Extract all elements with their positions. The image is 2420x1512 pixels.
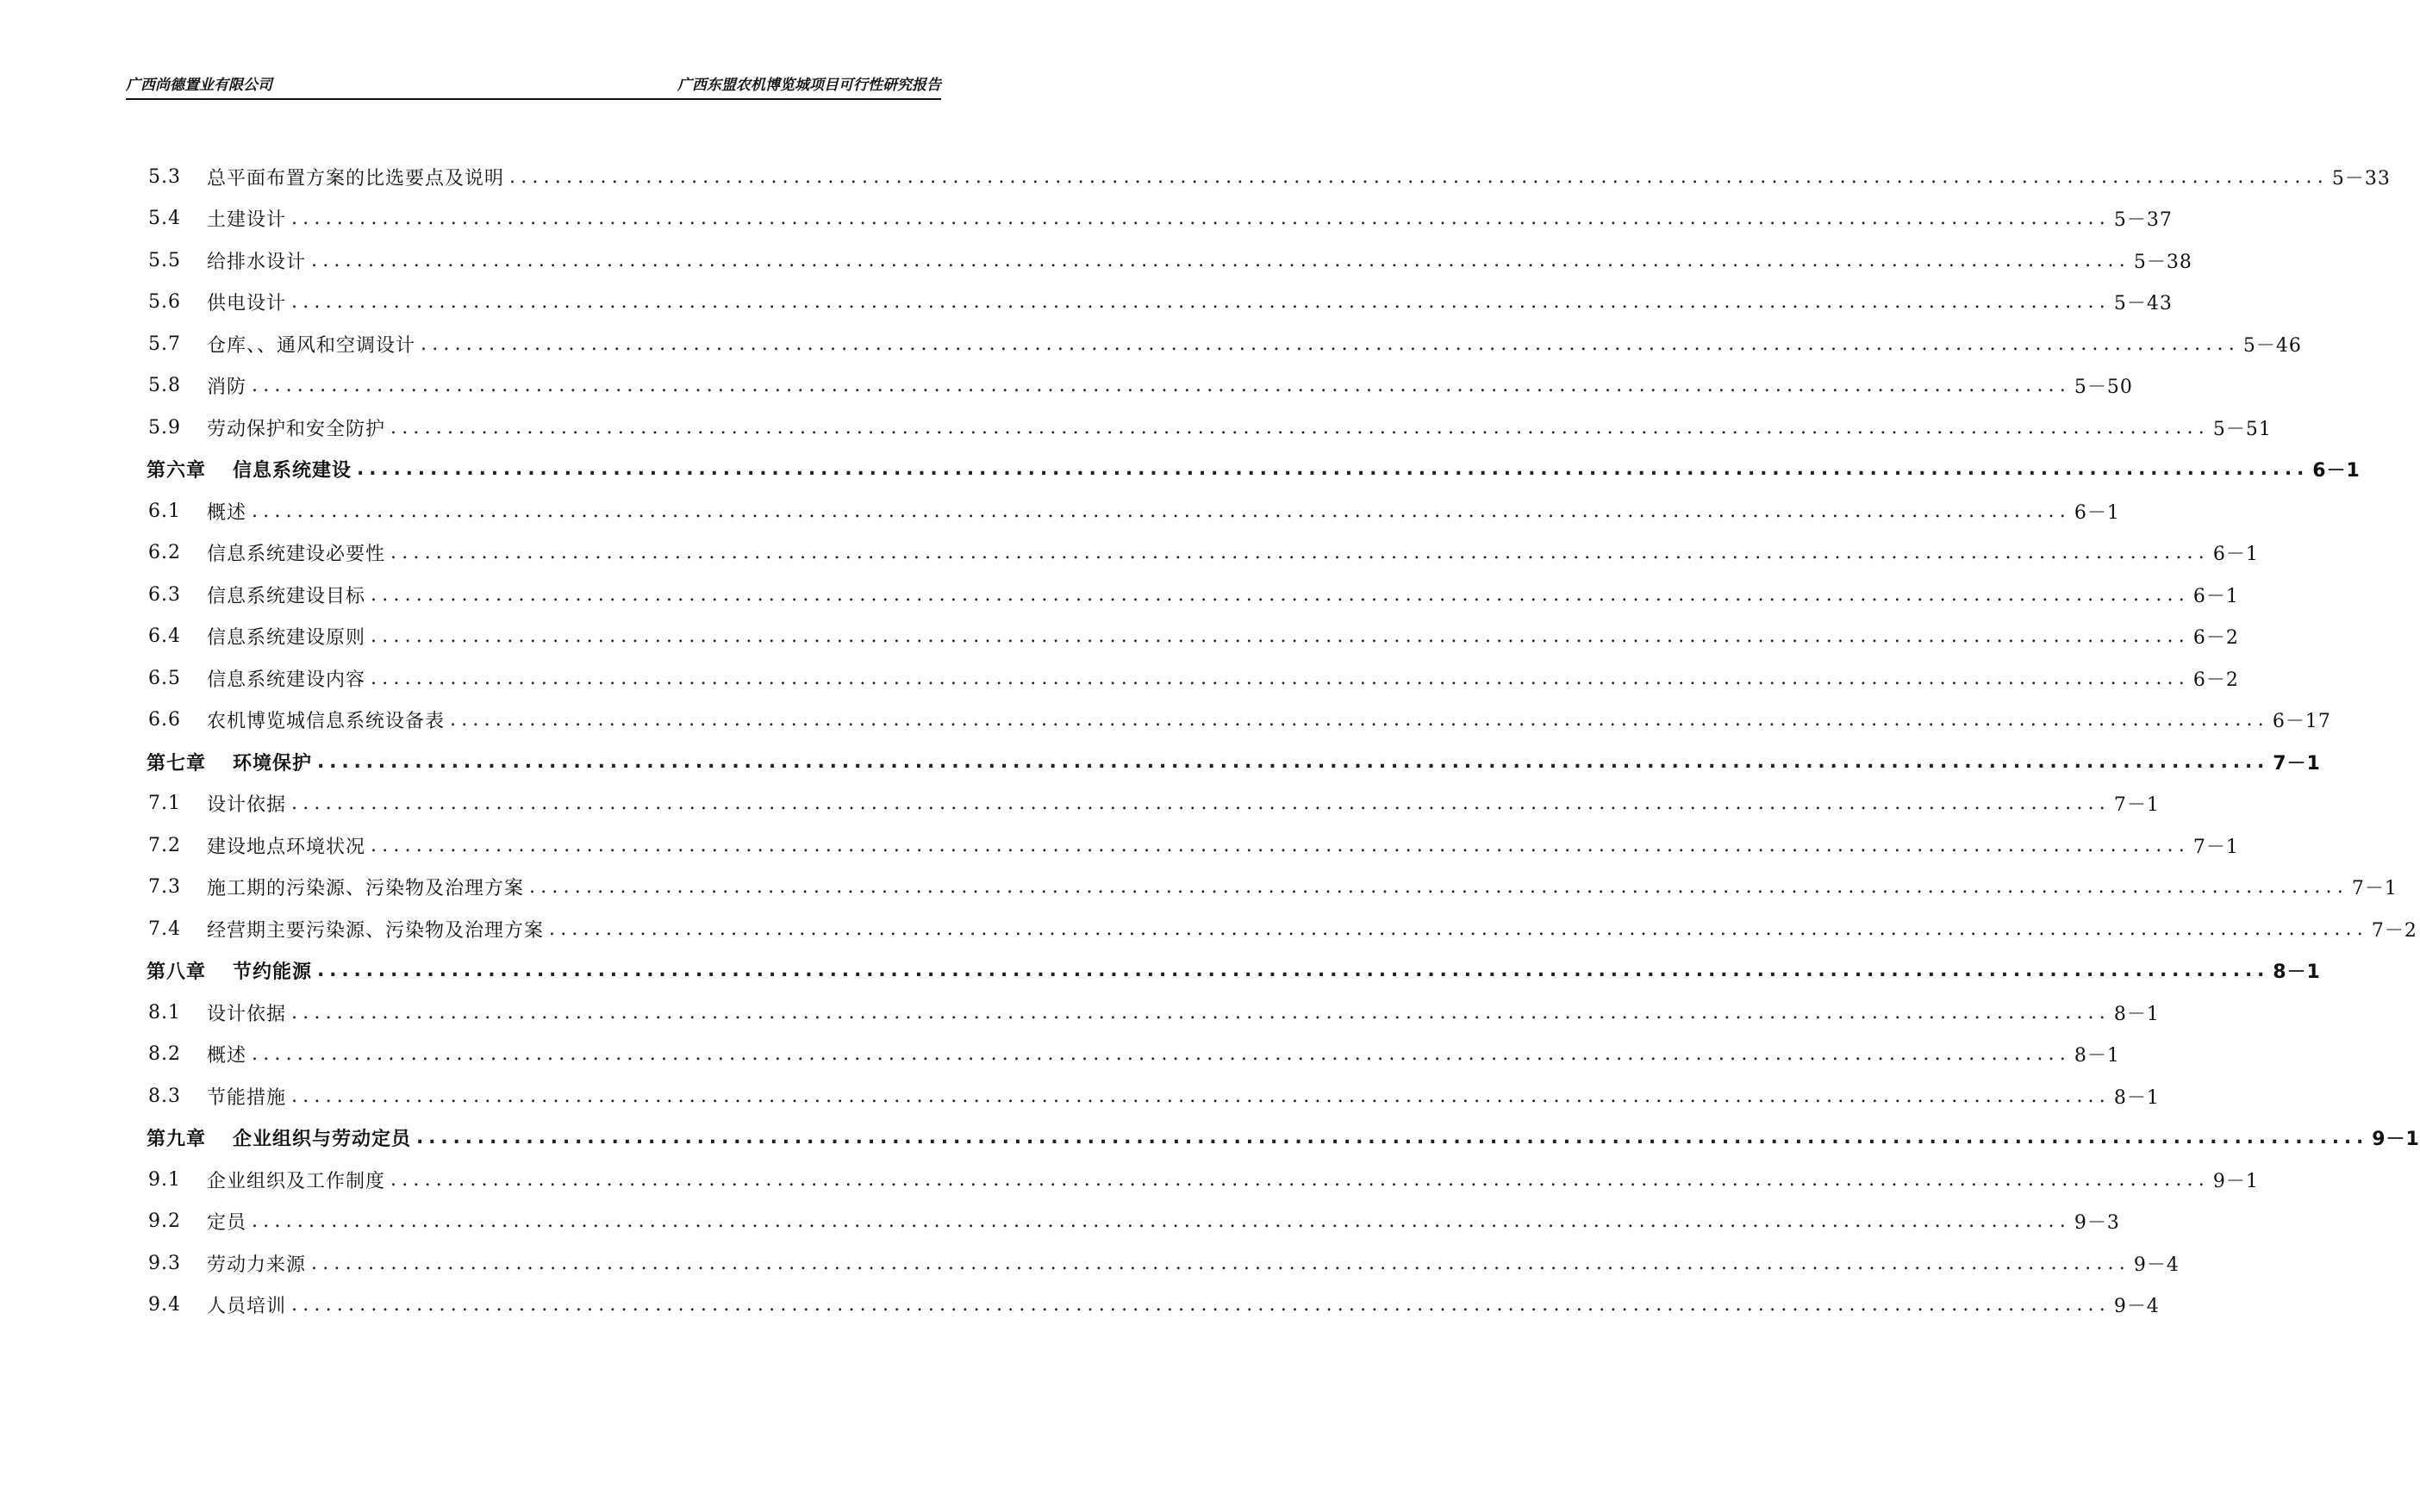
toc-entry-title: 概述 [207,1045,247,1067]
toc-dot-leader: ................................................................................................................................................................ [529,876,2348,899]
toc-entry-title: 设计依据 [207,1003,287,1025]
toc-section-entry[interactable] [148,532,2259,575]
toc-entry-number: 第九章 [147,1129,207,1151]
toc-section-entry[interactable] [148,1285,2160,1327]
toc-entry-page: 7－2 [2371,919,2417,942]
toc-dot-leader: ................................................................................................................................................................ [390,1168,2210,1191]
toc-entry-number: 7.2 [148,834,181,856]
toc-entry-title: 定员 [207,1212,247,1235]
toc-dot-leader: ................................................................................................................................................................ [416,1127,2369,1149]
toc-dot-leader: ................................................................................................................................................................ [549,918,2368,940]
toc-entry-page: 8－1 [2113,1086,2160,1109]
toc-section-entry[interactable] [148,824,2239,867]
toc-entry-title: 劳动力来源 [207,1254,307,1276]
toc-section-entry[interactable] [148,992,2160,1034]
toc-chapter-entry[interactable] [147,449,2361,491]
toc-entry-title: 仓库、、通风和空调设计 [207,334,416,357]
toc-section-entry[interactable] [148,1075,2160,1117]
company-name: 广西尚德置业有限公司 [126,77,272,94]
toc-entry-number: 第六章 [147,460,207,482]
toc-section-entry[interactable] [148,1159,2259,1201]
report-title: 广西东盟农机博览城项目可行性研究报告 [677,77,941,94]
toc-entry-number: 5.6 [148,291,181,314]
toc-section-entry[interactable] [148,616,2239,658]
toc-entry-title: 信息系统建设必要性 [207,544,386,566]
toc-entry-title: 建设地点环境状况 [207,836,366,858]
toc-dot-leader: ................................................................................................................................................................ [291,1001,2111,1024]
toc-entry-title: 企业组织与劳动定员 [233,1129,412,1151]
toc-entry-page: 6－1 [2312,460,2361,482]
toc-entry-title: 土建设计 [207,209,287,232]
toc-entry-title: 供电设计 [207,293,287,315]
toc-dot-leader: ................................................................................................................................................................ [390,542,2210,564]
toc-entry-number: 6.2 [148,542,181,564]
toc-entry-page: 5－43 [2113,293,2173,315]
toc-entry-number: 5.5 [148,249,181,271]
toc-entry-page: 5－33 [2331,167,2391,190]
toc-entry-number: 8.1 [148,1001,181,1024]
toc-entry-title: 施工期的污染源、污染物及治理方案 [207,878,525,900]
toc-dot-leader: ................................................................................................................................................................ [371,834,2190,856]
toc-entry-title: 劳动保护和安全防护 [207,418,386,440]
toc-dot-leader: ................................................................................................................................................................ [357,458,2310,481]
toc-entry-title: 信息系统建设原则 [207,627,366,650]
page-header [126,74,941,100]
toc-entry-title: 信息系统建设内容 [207,669,366,691]
toc-entry-number: 6.4 [148,625,181,648]
toc-dot-leader: ................................................................................................................................................................ [291,291,2111,314]
toc-entry-number: 6.5 [148,667,181,689]
toc-entry-title: 人员培训 [207,1296,287,1318]
toc-entry-page: 6－1 [2212,544,2259,566]
table-of-contents [147,156,2420,1326]
toc-entry-title: 环境保护 [233,752,313,775]
toc-entry-title: 经营期主要污染源、污染物及治理方案 [207,919,545,942]
toc-entry-page: 9－4 [2133,1254,2180,1276]
toc-entry-title: 信息系统建设 [233,460,352,482]
toc-dot-leader: ................................................................................................................................................................ [390,416,2210,439]
toc-entry-number: 5.7 [148,333,181,355]
toc-section-entry[interactable] [148,365,2133,408]
toc-chapter-entry[interactable] [147,950,2321,992]
toc-entry-page: 6－1 [2192,585,2239,607]
toc-entry-page: 9－3 [2074,1212,2120,1235]
toc-entry-title: 消防 [207,376,247,399]
toc-entry-number: 6.1 [148,500,181,522]
toc-entry-number: 7.4 [148,918,181,940]
toc-dot-leader: ................................................................................................................................................................ [291,208,2111,230]
toc-entry-page: 7－1 [2192,836,2239,858]
toc-section-entry[interactable] [148,1201,2120,1243]
toc-entry-page: 6－1 [2074,501,2120,524]
toc-dot-leader: ................................................................................................................................................................ [252,375,2071,397]
toc-section-entry[interactable] [148,1242,2180,1285]
toc-entry-page: 5－46 [2242,334,2302,357]
toc-entry-number: 6.3 [148,583,181,606]
toc-entry-title: 概述 [207,501,247,524]
toc-dot-leader: ................................................................................................................................................................ [371,625,2190,648]
toc-entry-page: 9－1 [2372,1129,2420,1151]
toc-entry-title: 企业组织及工作制度 [207,1170,386,1192]
toc-dot-leader: ................................................................................................................................................................ [317,750,2270,773]
toc-entry-number: 5.3 [148,165,181,188]
toc-section-entry[interactable] [148,156,2391,198]
toc-dot-leader: ................................................................................................................................................................ [509,165,2329,188]
toc-entry-page: 8－1 [2074,1045,2120,1067]
toc-dot-leader: ................................................................................................................................................................ [371,583,2190,606]
toc-dot-leader: ................................................................................................................................................................ [371,667,2190,689]
toc-entry-page: 6－17 [2272,711,2331,733]
toc-section-entry[interactable] [148,323,2302,365]
toc-entry-title: 节能措施 [207,1086,287,1109]
toc-entry-page: 5－51 [2212,418,2272,440]
toc-dot-leader: ................................................................................................................................................................ [252,1210,2071,1233]
toc-entry-title: 农机博览城信息系统设备表 [207,711,446,733]
toc-entry-number: 7.3 [148,876,181,899]
toc-entry-number: 5.9 [148,416,181,439]
toc-entry-number: 9.1 [148,1168,181,1191]
toc-entry-page: 9－1 [2212,1170,2259,1192]
toc-dot-leader: ................................................................................................................................................................ [421,333,2240,355]
toc-entry-number: 6.6 [148,709,181,731]
toc-entry-page: 5－37 [2113,209,2173,232]
toc-dot-leader: ................................................................................................................................................................ [311,1252,2130,1274]
toc-entry-number: 9.4 [148,1294,181,1316]
toc-chapter-entry[interactable] [147,741,2321,783]
toc-entry-number: 第七章 [147,752,207,775]
toc-dot-leader: ................................................................................................................................................................ [311,249,2130,271]
toc-entry-page: 6－2 [2192,669,2239,691]
toc-section-entry[interactable] [148,240,2192,282]
toc-section-entry[interactable] [148,657,2239,700]
toc-section-entry[interactable] [148,407,2272,449]
toc-entry-number: 5.8 [148,375,181,397]
toc-dot-leader: ................................................................................................................................................................ [291,793,2111,815]
toc-dot-leader: ................................................................................................................................................................ [252,500,2071,522]
toc-section-entry[interactable] [148,1034,2120,1076]
toc-entry-page: 9－4 [2113,1296,2160,1318]
toc-entry-title: 信息系统建设目标 [207,585,366,607]
toc-chapter-entry[interactable] [147,1117,2420,1160]
toc-entry-number: 8.3 [148,1085,181,1107]
toc-section-entry[interactable] [148,700,2331,742]
toc-dot-leader: ................................................................................................................................................................ [291,1085,2111,1107]
toc-section-entry[interactable] [148,783,2160,825]
toc-entry-page: 5－50 [2074,376,2133,399]
toc-section-entry[interactable] [148,574,2239,616]
toc-dot-leader: ................................................................................................................................................................ [450,709,2269,731]
toc-entry-number: 第八章 [147,961,207,984]
toc-entry-number: 9.2 [148,1210,181,1233]
toc-entry-title: 节约能源 [233,961,313,984]
toc-entry-title: 总平面布置方案的比选要点及说明 [207,167,505,190]
toc-entry-page: 5－38 [2133,251,2192,273]
toc-entry-page: 8－1 [2113,1003,2160,1025]
toc-dot-leader: ................................................................................................................................................................ [291,1294,2111,1316]
toc-section-entry[interactable] [148,908,2417,950]
toc-entry-title: 给排水设计 [207,251,307,273]
toc-entry-page: 8－1 [2273,961,2321,984]
toc-entry-number: 5.4 [148,208,181,230]
toc-entry-page: 6－2 [2192,627,2239,650]
toc-dot-leader: ................................................................................................................................................................ [317,960,2270,982]
toc-section-entry[interactable] [148,198,2173,240]
toc-entry-number: 7.1 [148,793,181,815]
toc-entry-number: 8.2 [148,1043,181,1066]
toc-section-entry[interactable] [148,282,2173,324]
toc-entry-title: 设计依据 [207,794,287,817]
toc-entry-page: 7－1 [2351,878,2398,900]
toc-entry-page: 7－1 [2273,752,2321,775]
toc-dot-leader: ................................................................................................................................................................ [252,1043,2071,1066]
toc-entry-page: 7－1 [2113,794,2160,817]
toc-section-entry[interactable] [148,867,2398,909]
toc-entry-number: 9.3 [148,1252,181,1274]
toc-section-entry[interactable] [148,490,2120,532]
